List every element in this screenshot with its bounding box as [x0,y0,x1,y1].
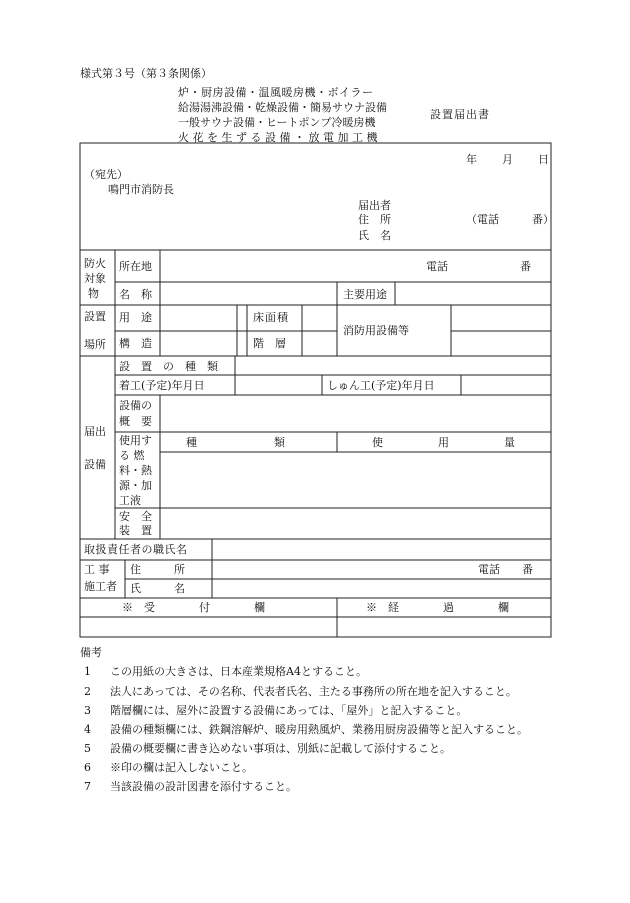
overview-label-2: 概 要 [119,415,152,428]
kind-header: 種 類 [186,436,285,449]
install-place-label-2: 場所 [84,338,106,351]
fire-target-label-2: 対象 [84,272,106,285]
notes-heading: 備考 [80,646,102,659]
equipment-line-1: 炉・厨房設備・温風暖房機・ボイラー [178,86,374,99]
progress-column-header: ※ 経 過 欄 [366,601,509,614]
reception-column-header: ※ 受 付 欄 [122,601,265,614]
notifier-phone-label: （電話 番） [466,213,554,226]
month-label: 月 [502,153,513,166]
safety-device-label-1: 安 全 [119,510,152,523]
recipient-name: 鳴門市消防長 [108,183,174,196]
floor-area-label: 床面積 [253,311,289,324]
note-item: 5 設備の概要欄に書き込めない事項は、別紙に記載して添付すること。 [84,742,451,755]
note-item: 4 設備の種類欄には、鉄鋼溶解炉、暖房用熱風炉、業務用厨房設備等と記入すること。 [84,723,528,736]
contractor-label-2: 施工者 [84,580,117,593]
fuel-label-4: 源・加 [119,479,152,492]
use-label: 用 途 [119,311,152,324]
fuel-label-3: 料・熱 [119,464,152,477]
floor-label: 階 層 [253,337,286,350]
install-place-label-1: 設置 [84,310,106,323]
fuel-label-2: る 燃 [119,449,145,462]
overview-label-1: 設備の [119,399,152,412]
structure-label: 構 造 [119,337,152,350]
note-item: 2 法人にあっては、その名称、代表者氏名、主たる事務所の所在地を記入すること。 [84,685,517,698]
note-item: 6 ※印の欄は記入しないこと。 [84,761,253,774]
contractor-address-label: 住 所 [130,563,185,576]
fuel-label-5: 工液 [119,494,141,507]
manager-label: 取扱責任者の職氏名 [84,543,188,556]
install-type-label: 設 置 の 種 類 [119,360,218,373]
note-item: 1 この用紙の大きさは、日本産業規格A4とすること。 [84,665,367,678]
completion-date-label: しゅん工(予定)年月日 [327,379,435,392]
location-phone-label: 電話 [426,260,448,273]
notifier-label: 届出者 [358,199,391,212]
main-use-label: 主要用途 [343,288,387,301]
notifier-address-label: 住 所 [358,213,391,226]
fuel-label-1: 使用す [119,434,152,447]
year-label: 年 [466,153,477,166]
form-number: 様式第３号（第３条関係） [80,67,212,80]
day-label: 日 [538,153,549,166]
safety-device-label-2: 装 置 [119,524,152,537]
fire-equipment-label: 消防用設備等 [343,324,409,337]
usage-header: 使 用 量 [372,436,515,449]
name-label: 名 称 [119,288,152,301]
location-phone-ban: 番 [520,260,531,273]
equipment-line-2: 給湯湯沸設備・乾燥設備・簡易サウナ設備 [178,101,387,114]
note-item: 3 階層欄には、屋外に設置する設備にあっては、「屋外」と記入すること。 [84,704,468,717]
location-label: 所在地 [119,260,152,273]
note-item: 7 当該設備の設計図書を添付すること。 [84,780,297,793]
notified-equipment-label-1: 届出 [84,425,106,438]
notifier-name-label: 氏 名 [358,229,391,242]
contractor-phone-label: 電話 番 [478,563,533,576]
addressee-label: （宛先） [84,168,128,181]
document-title: 設置届出書 [430,108,490,121]
start-date-label: 着工(予定)年月日 [119,379,205,392]
contractor-name-label: 氏 名 [130,582,185,595]
equipment-line-3: 一般サウナ設備・ヒートポンプ冷暖房機 [178,116,376,129]
notified-equipment-label-2: 設備 [84,458,106,471]
equipment-line-4: 火 花 を 生 ず る 設 備 ・ 放 電 加 工 機 [178,131,378,144]
fire-target-label-3: 物 [88,287,99,300]
contractor-label-1: 工 事 [84,563,110,576]
fire-target-label-1: 防火 [84,257,106,270]
